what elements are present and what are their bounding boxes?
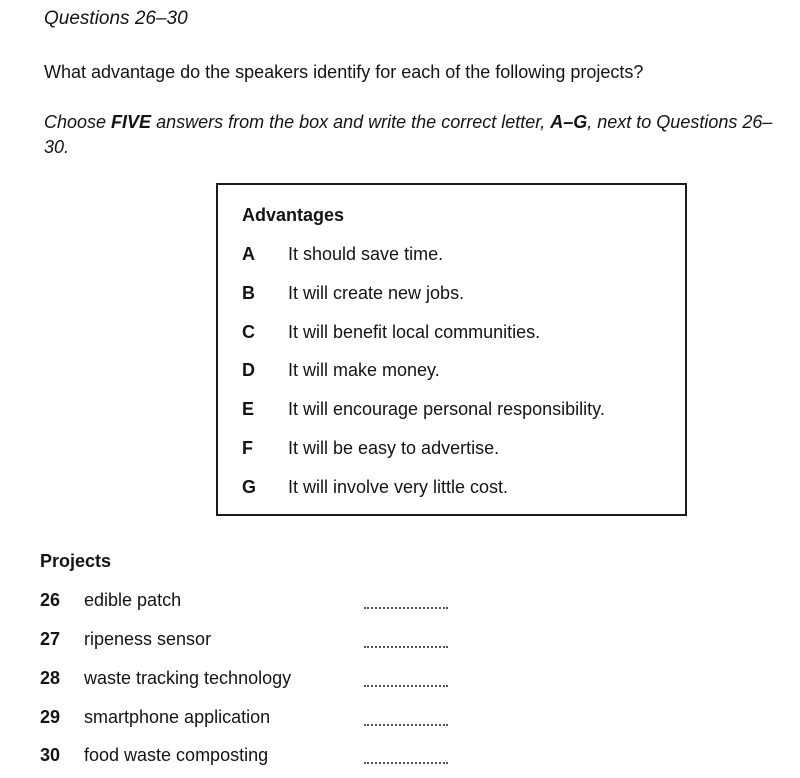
answer-blank[interactable] <box>364 685 448 687</box>
instruction-part-3: , next to Questions 26–30. <box>44 112 773 157</box>
question-number: 26 <box>40 590 61 610</box>
instruction-part-1: Choose <box>44 112 112 132</box>
project-row <box>40 707 460 731</box>
projects-title: Projects <box>40 551 112 571</box>
question-number: 28 <box>40 668 61 688</box>
question-number: 29 <box>40 707 61 727</box>
project-name: waste tracking technology <box>84 668 292 688</box>
question-prompt: What advantage do the speakers identify for each of the following projects? <box>44 62 644 82</box>
project-name: smartphone application <box>84 707 271 727</box>
option-text: It will be easy to advertise. <box>288 438 500 458</box>
project-name: edible patch <box>84 590 182 610</box>
answer-blank[interactable] <box>364 762 448 764</box>
option-letter: C <box>242 322 255 342</box>
section-heading: Questions 26–30 <box>44 8 188 29</box>
instruction-emphasis-five: FIVE <box>111 112 152 132</box>
question-number: 30 <box>40 745 61 765</box>
option-letter: F <box>242 438 253 458</box>
option-letter: B <box>242 283 255 303</box>
option-text: It will benefit local communities. <box>288 322 541 342</box>
option-letter: D <box>242 360 255 380</box>
question-number: 27 <box>40 629 61 649</box>
option-text: It will create new jobs. <box>288 283 465 303</box>
option-text: It will encourage personal responsibility. <box>288 399 605 419</box>
option-text: It will make money. <box>288 360 440 380</box>
instruction-text <box>44 110 774 160</box>
option-letter: A <box>242 244 255 264</box>
project-name: food waste composting <box>84 745 269 765</box>
project-row <box>40 590 460 614</box>
advantages-title: Advantages <box>242 205 345 225</box>
instruction-emphasis-range: A–G <box>550 112 588 132</box>
option-letter: G <box>242 477 257 497</box>
answer-blank[interactable] <box>364 646 448 648</box>
project-row <box>40 668 460 692</box>
option-text: It will involve very little cost. <box>288 477 509 497</box>
option-letter: E <box>242 399 255 419</box>
project-row <box>40 629 460 653</box>
project-row <box>40 745 460 769</box>
answer-blank[interactable] <box>364 724 448 726</box>
advantages-box <box>216 183 687 516</box>
option-text: It should save time. <box>288 244 444 264</box>
answer-blank[interactable] <box>364 607 448 609</box>
project-name: ripeness sensor <box>84 629 212 649</box>
instruction-part-2: answers from the box and write the correct letter, <box>151 112 551 132</box>
